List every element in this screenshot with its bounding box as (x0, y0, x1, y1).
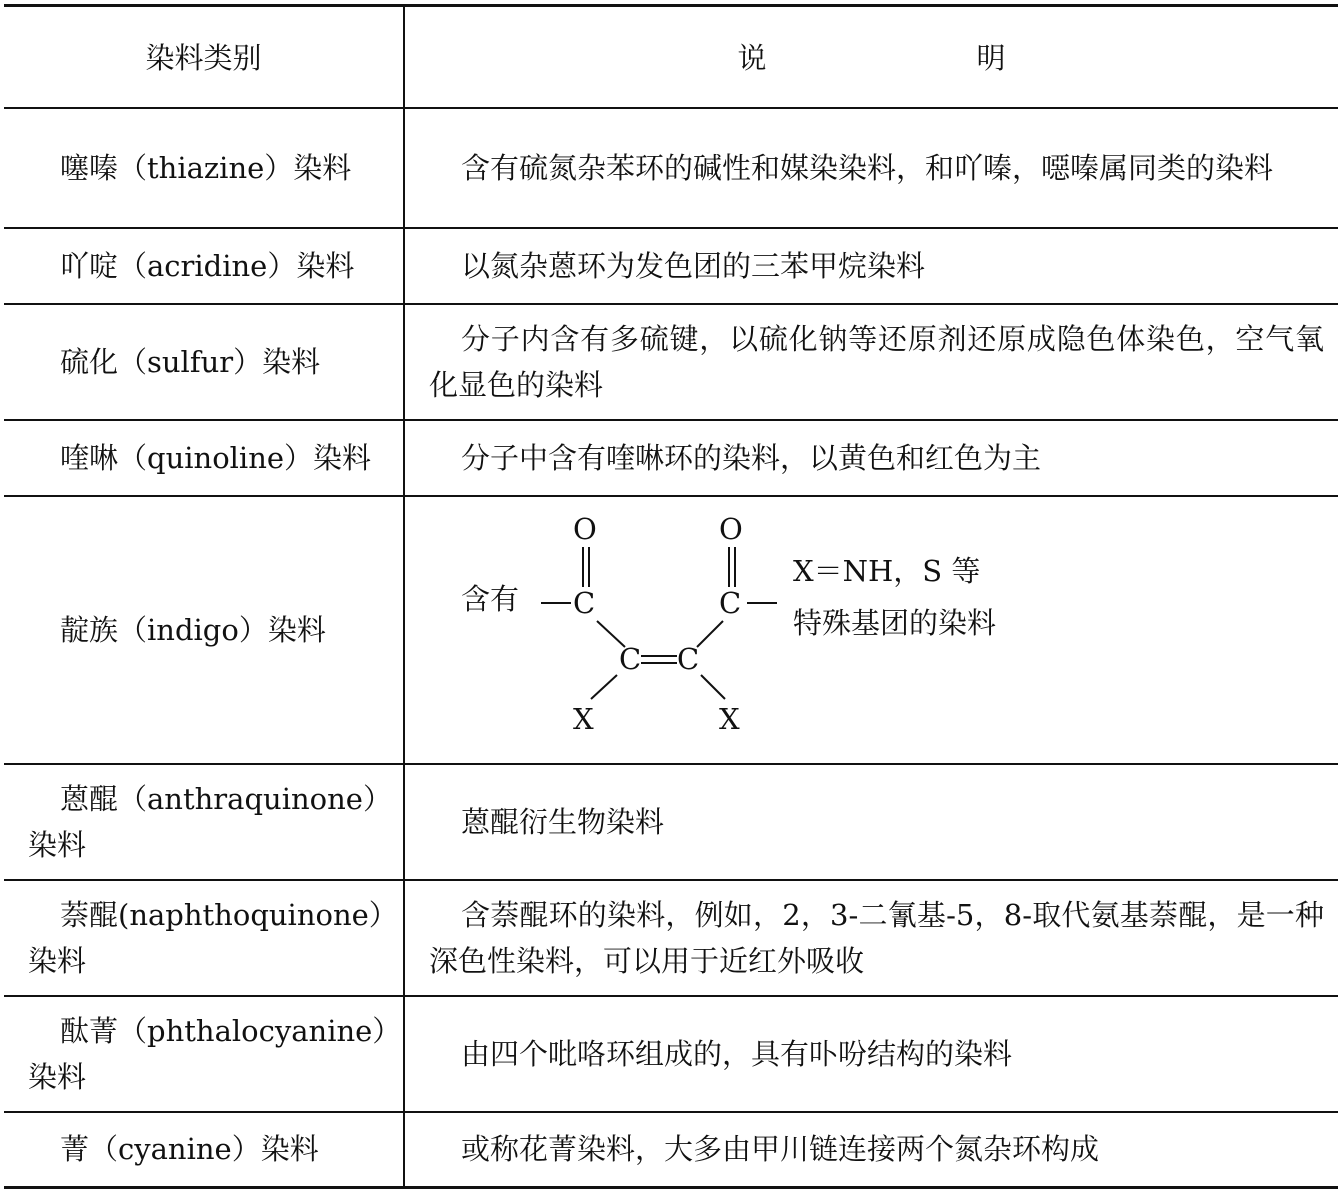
category-cell: 噻嗪（thiazine）染料 (4, 108, 404, 228)
indigo-x-definition: X＝NH，S 等 (793, 553, 981, 588)
atom-o-left: O (573, 511, 597, 546)
category-cell: 硫化（sulfur）染料 (4, 304, 404, 420)
description-cell: 分子中含有喹啉环的染料，以黄色和红色为主 (404, 420, 1338, 496)
category-cell: 靛族（indigo）染料 (4, 496, 404, 764)
table-row (4, 1112, 1338, 1188)
bond-x-right (701, 675, 725, 699)
description-cell: 含有硫氮杂苯环的碱性和媒染染料，和吖嗪，噁嗪属同类的染料 (404, 108, 1338, 228)
table-row (4, 228, 1338, 304)
indigo-suffix-text: 特殊基团的染料 (793, 605, 997, 640)
table-row (4, 764, 1338, 880)
atom-o-right: O (719, 511, 743, 546)
category-cell: 吖啶（acridine）染料 (4, 228, 404, 304)
bond-x-left (591, 675, 617, 699)
atom-c-right: C (719, 585, 742, 620)
table-row (4, 496, 1338, 764)
indigo-structure-figure (405, 497, 1338, 763)
table-row (4, 304, 1338, 420)
atom-x-left: X (573, 701, 594, 736)
description-cell: 含萘醌环的染料，例如，2，3-二氰基-5，8-取代氨基萘醌，是一种深色性染料，可以用于近红外吸收 (404, 880, 1338, 996)
atom-c-left: C (573, 585, 596, 620)
dye-category-table (4, 4, 1338, 1189)
bond-c-right-center (697, 621, 723, 647)
header-desc-left: 说 (737, 41, 767, 76)
atom-c-mid-right: C (677, 641, 700, 676)
atom-x-right: X (719, 701, 740, 736)
dye-table-container (4, 4, 1338, 1189)
table-row (4, 880, 1338, 996)
description-cell: 以氮杂蒽环为发色团的三苯甲烷染料 (404, 228, 1338, 304)
description-cell: 蒽醌衍生物染料 (404, 764, 1338, 880)
category-cell: 喹啉（quinoline）染料 (4, 420, 404, 496)
indigo-prefix-text: 含有 (461, 581, 520, 616)
description-cell: 分子内含有多硫键，以硫化钠等还原剂还原成隐色体染色，空气氧化显色的染料 (404, 304, 1338, 420)
table-row (4, 996, 1338, 1112)
table-header-row (4, 6, 1338, 108)
category-cell: 菁（cyanine）染料 (4, 1112, 404, 1188)
table-row (4, 420, 1338, 496)
table-row (4, 108, 1338, 228)
header-desc-right: 明 (976, 41, 1006, 76)
category-cell: 蒽醌（anthraquinone）染料 (4, 764, 404, 880)
atom-c-mid-left: C (619, 641, 642, 676)
description-cell: 由四个吡咯环组成的，具有卟吩结构的染料 (404, 996, 1338, 1112)
category-cell: 酞菁（phthalocyanine）染料 (4, 996, 404, 1112)
description-cell: 或称花菁染料，大多由甲川链连接两个氮杂环构成 (404, 1112, 1338, 1188)
indigo-structure-diagram (405, 497, 1335, 763)
header-description (404, 6, 1338, 108)
header-category: 染料类别 (4, 6, 404, 108)
category-cell: 萘醌(naphthoquinone）染料 (4, 880, 404, 996)
description-cell-indigo (404, 496, 1338, 764)
